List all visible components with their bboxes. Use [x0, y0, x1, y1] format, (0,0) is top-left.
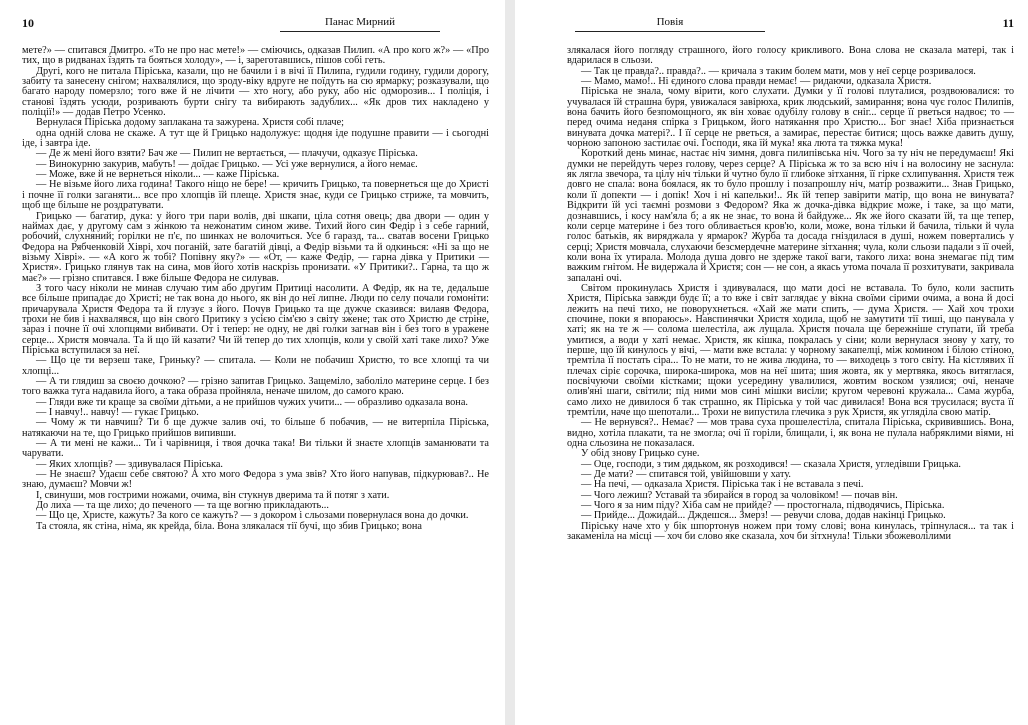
paragraph: одна одній слова не скаже. А тут ще й Грицько надолужує: щодня іде подушне правити — і сьогодні іде, і завтра іде.: [22, 127, 489, 150]
page-number: 10: [22, 16, 34, 30]
running-head-title: Повія: [575, 16, 765, 32]
paragraph: Та стояла, як стіна, німа, як крейда, біла. Вона злякалася тії бучі, що збив Грицько; вона: [36, 520, 422, 532]
paragraph: Другі, кого не питала Піріська, казали, що не бачили і в вічі її Пилипа, гудили годину, гудили дорогу, забиту та занесену снігом; нахвалялися, що зроду-віку вдруге не поїдуть на сю ярмарку; розказували, що багато народу померзло; того вже й не лічити — хто ногу, або руку, або ніс одморозив... І поліція, і станові їздять усюди, розривають бурти снігу та вибирають задублих... «Як дров тих накладено у поліції!» — додав Петро Усенко.: [22, 65, 489, 119]
book-gutter: [505, 0, 515, 725]
paragraph: Короткий день минає, настає ніч зимня, довга пилипівська ніч. Чого за ту ніч не передумаєш! Які думки не перейдуть через голову, через серце? А Піріська ж то за всю ніч і на волосину не заснула: як лягла звечора, та цілу ніч тільки й чутно було її глибоке зітхання, її гірке схлипування. Христя теж довго не спала: вона боялася, як то було прошлу і позапрошлу ніч, матір розважити... Знав Грицько, коли її допекти — і допік! Хоч і ні капельки!.. Як їй тепер завірити матір, що вона не винувата? Відкрити їй усі таємні розмови з Федором? Яка ж дочка-дівка відкриє може, і таке, за що мати, дознавшись, і косу нам'яла б; а як не знає, то вона й байдуже... Як же його сказати їй, та ще тепер, коли серце материне і без того обливається кров'ю, коли, може, вона тільки й бачила, тільки й чула голос батьків, як виряджала у ярмарок? Журба та досада гніздилася в душі, ножем повертались у серці; Христя мовчала, слухаючи безсмердечне материне зітхання; чула, коли сльози падали з її очей, коли вона їх утирала. Молода душа довго не здерже такої ваги, такого лиха: вона знемагає під тим важким гнітом. Не видержала й Христя; сон — не сон, а якась утома почала її розхитувати, закривала запалані очі.: [567, 148, 1014, 284]
paragraph: — Де ж мені його взяти? Бач же — Пилип не вертається, — плачучи, одказує Піріська.: [36, 148, 418, 160]
paragraph: — Може, вже й не вернеться ніколи... — каже Піріська.: [36, 169, 280, 181]
paragraph: Грицько — багатир, дука: у його три пари волів, дві шкапи, ціла сотня овець; два двори — один у наймах дає, у другому сам з жінкою та нежонатим сином живе. Тихий його син Федір і з себе гарний, робочий, слухняний; горілки не п'є, по шинках не волочиться. Усе б гаразд, та... сватав восени Грицько Федора на Рябченковій Хіврі, хоч поганій, зате багатій дівці, а Федір візьми та й одкинься: «Ні за що не візьму Хіврі». — «А кого ж тобі? Попівну яку?» — «От, — каже Федір, — гарна дівка у Притики — Христя». Грицько глянув так на сина, мов його хотів наскрізь пронизати. «У Притики?.. Гарна, та що ж має?» — грізно спитався. І вже більше Федора не силував.: [22, 210, 489, 284]
paragraph: — Прийде... Дожидай... Дждешся... Змерз! — ревучи слова, додав накінці Грицько.: [581, 510, 946, 522]
paragraph: мете?» — спитався Дмитро. «То не про нас мете!» — сміючись, одказав Пилип. «А про кого ж?» — «Про тих, що в ридванах їздять та бояться холоду», — і, зареготавшись, пішов собі геть.: [22, 45, 489, 67]
right-page-text: [567, 46, 1014, 543]
paragraph: — Так це правда?.. правда?.. — кричала з таким болем мати, мов у неї серце розривалося.: [581, 65, 976, 77]
left-page-header: [22, 16, 489, 34]
paragraph: Світом прокинулась Христя і здивувалася, що мати досі не вставала. То було, коли заспить Христя, Піріська завжди будє її; а то вже і світ заглядає у вікна своїми сірими очима, а вона й досі лежить на печі тихо, не поворухнеться. «Хай же мати спить, — дума Христя. — Хай хоч трохи спочине, поки я впораюсь». Навспинячки Христя ходила, щоб не замутити тії тиші, що панувала у хаті; як на те ж — солома шелестіла, аж лущала. Христя почала ще бережніше ступати, їй треба умитися, а води у хаті немає. Христя, як кішка, покралась у сіни; коли вернулася знову у хату, то перше, що їй кинулось у вічі, — мати вже встала: у чорному закапелці, між комином і білою стіною, тремтіла її постать сіра... То не мати, то не жива людина, то — виходець з того світу. На кістлявих її плечах сіріє сорочка, широка-широка, мов на неї шита; шия жовта, як у мертвяка, якось витяглася, посвічуючи своїми кістками; щоки усередину увалилися, жовтим воском узялися; очі, неначе олив'яні шаги, світили; під ними мов сині мішки висіли; кругом черевоні кружала... Сама журба, само лихо не дивилося б так страшно, як Піріська у той час дивилася! Вона вся трусилася; вуста її тремтіли, наче що шепотали... Трохи не випустила глечика з рук Христя, як угляділа свою матір.: [567, 282, 1014, 419]
paragraph: У обід знову Грицько суне.: [581, 448, 700, 460]
right-page: [515, 0, 1028, 725]
paragraph: — Не знаєш? Удаєш себе святою? А хто мого Федора з ума звів? Хто його напував, підкурював?.. Не знаю, думаєш? Мовчи ж!: [22, 469, 489, 491]
paragraph: — Чому ж ти навчиш? Ти б ще дужче залив очі, то більше б побачив, — не витерпіла Піріська, натякаючи на те, що Грицько прийшов випивши.: [22, 417, 489, 439]
paragraph: — Що це, Христе, кажуть? За кого се кажуть? — з докором і сльозами повернулася вона до дочки.: [36, 510, 469, 522]
paragraph: злякалася його погляду страшного, його голосу крикливого. Вона слова не сказала матері, так і вдарилася в сльози.: [567, 45, 1014, 67]
paragraph: — І навчу!.. навчу! — гукає Грицько.: [36, 407, 199, 419]
paragraph: — Мамо, мамо!.. Ні єдиного слова правди немає! — ридаючи, одказала Христя.: [581, 76, 932, 88]
paragraph: До лиха — та ще лихо; до печеного — та ще вогню прикладають...: [36, 500, 329, 512]
paragraph: — Що це ти верзеш таке, Гриньку? — спитала. — Коли не побачиш Христю, то все хлопці та чи хлопці...: [22, 355, 489, 377]
paragraph: — Не візьме його лиха година! Такого ніщо не бере! — кричить Грицько, та повернеться ще до Христі і почне її голки заганяти... все про хлопців їй плеще. Христя знає, куди се Грицько стриже, та мовчить, щоб ще більше не роздратувати.: [22, 179, 489, 212]
paragraph: І, свинуши, мов гострими ножами, очима, він стукнув дверима та й потяг з хати.: [36, 489, 390, 501]
paragraph: — А ти глядиш за своєю дочкою? — грізно запитав Грицько. Защеміло, заболіло материне серце. І без того важка туга надавила його, а така образа пройняла, неначе шилом, до самого краю.: [22, 376, 489, 398]
paragraph: — Не вернувся?.. Немає? — мов трава суха прошелестіла, спитала Піріська, скривившись. Вона, видно, хотіла плакати, та не змогла; очі її горіли, блищали, і, як вона не пулала набряклими віями, ні одна сльозина не показалася.: [567, 417, 1014, 450]
paragraph: — Де мати? — спитався той, увійшовши у хату.: [581, 469, 792, 481]
paragraph: Піріська не знала, чому вірити, кого слухати. Думки у її голові плуталися, роздвоювалися: то учувалася їй страшна буря, увижалася завірюха, крик людський, замирання; вона чує голос Пилипів, вона бачить його безпомощного, як він ховає одубілу голову в сніг... серце її рветься надвоє; то — перед очима неданя спірка з Грицьком, його натякання про Христю... Бог знає! Хіба признається винувата дочка матері?.. І її серце не рветься, а замирає, перестає битися; щось важке давить душу, чорною запоною застилає очі. Господи, яка їй мука! яка люта та тяжка мука!: [567, 86, 1014, 150]
paragraph: Вернулася Піріська додому заплакана та зажурена. Христя собі плаче;: [36, 117, 345, 129]
paragraph: — На печі, — одказала Христя. Піріська так і не вставала з печі.: [581, 479, 864, 491]
paragraph: — Чого я за ним піду? Хіба сам не прийде? — простогнала, підводячись, Піріська.: [581, 500, 945, 512]
paragraph: Піріську наче хто у бік шпортонув ножем при тому слові; вона кинулась, тріпнулася... та так і закаменіла на місці — хоч би слово яке сказала, хоч би зітхнула! Тільки збожеволілими: [567, 520, 1014, 543]
left-page: [0, 0, 505, 725]
left-page-text: [22, 46, 489, 532]
paragraph: — А ти мені не кажи... Ти і чарівниця, і твоя дочка така! Ви тільки й знаєте хлопців заманювати та чарувати.: [22, 438, 489, 460]
paragraph: — Чого лежиш? Уставай та збирайся в город за чоловіком! — почав він.: [581, 489, 898, 501]
right-page-header: [567, 16, 1014, 34]
paragraph: — Оце, господи, з тим дядьком, як розходився! — сказала Христя, угледівши Грицька.: [581, 458, 961, 470]
running-head-author: Панас Мирний: [280, 16, 440, 32]
paragraph: — Яких хлопців? — здивувалася Піріська.: [36, 458, 223, 470]
paragraph: — Винокурню закурив, мабуть! — доїдає Грицько. — Усі уже вернулися, а його немає.: [36, 158, 418, 170]
page-number: 11: [1002, 16, 1014, 30]
paragraph: З того часу ніколи не минав случаю тим або другим Притиці насолити. А Федір, як на те, дедальше все більше припадає до Христі; не так вона до нього, як він до неї липне. Люди по селу почали гомоніти: причарувала Христя Федора та й глузує з його. Почув Грицько та ще дужче сказився: вилаяв Федора, трохи не бив і нахвалявся, що він свого Притику з усією сім'єю з світу зжене; так ото Христю де стріне, зараз і почне її очі хлопцями вибивати. От і тепер: не одну, не дві голки загнав він і без того в уражене серце... Христя мовчала. Та й що їй казати? Чи їй тепер до тих хлопців, коли у своїй хаті таке лихо? Уже Піріська вступилася за неї.: [22, 282, 489, 356]
paragraph: — Гляди вже ти краще за своїми дітьми, а не прийшов чужих учити... — образливо одказала вона.: [36, 396, 468, 408]
